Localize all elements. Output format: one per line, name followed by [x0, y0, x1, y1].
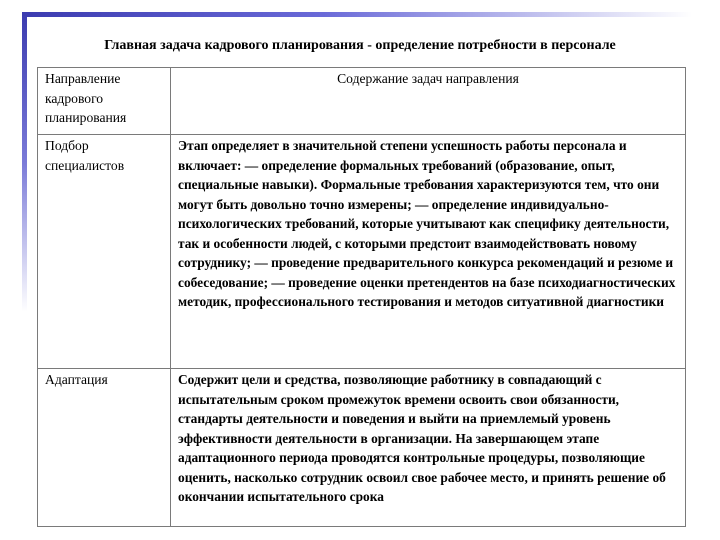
header-content: Содержание задач направления — [171, 68, 686, 135]
table-row — [38, 135, 686, 369]
decorative-top-rule — [22, 12, 692, 17]
row-content: Содержит цели и средства, позволяющие работнику в совпадающий с испытательным сроком промежуток времени освоить свои обязанности, стандарты деятельности и поведения и выйти на приемлемый уровень эффективности деятельности в организации. На завершающем этапе адаптационного периода проводятся контрольные процедуры, позволяющие оценить, насколько сотрудник освоил свое рабочее место, и принять решение об окончании испытательного срока — [171, 369, 686, 527]
table-row — [38, 369, 686, 527]
table-header-row — [38, 68, 686, 135]
row-direction: Адаптация — [38, 369, 171, 527]
header-direction: Направление кадрового планирования — [38, 68, 171, 135]
decorative-left-rule — [22, 12, 27, 312]
slide-title: Главная задача кадрового планирования - определение потребности в персонале — [104, 38, 616, 53]
planning-table — [37, 67, 686, 527]
row-content: Этап определяет в значительной степени успешность работы персонала и включает: — определение формальных требований (образование, опыт, специальные навыки). Формальные требования характеризуются тем, что они могут быть довольно точно измерены; — определение индивидуально-психологических требований, которые учитывают как специфику деятельности, так и особенности людей, с которыми предстоит взаимодействовать новому сотруднику; — проведение предварительного конкурса рекомендаций и резюме и собеседование; — проведение оценки претендентов на базе психодиагностических методик, профессионального тестирования и методов ситуативной диагностики — [171, 135, 686, 369]
row-direction: Подбор специалистов — [38, 135, 171, 369]
